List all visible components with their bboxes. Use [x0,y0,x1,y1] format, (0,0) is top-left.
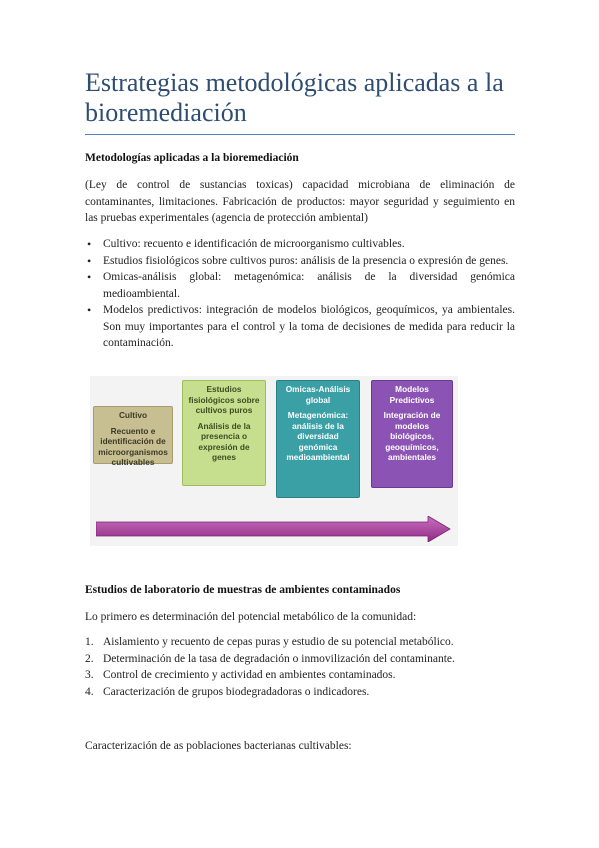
step-text-1: Aislamiento y recuento de cepas puras y estudio de su potencial metabólico. [103,636,454,648]
box-estudios-body: Análisis de la presencia o expresión de genes [197,420,251,462]
intro-paragraph: (Ley de control de sustancias toxicas) capacidad microbiana de eliminación de contaminantes, limitaciones. Fabricación de productos: mayor seguridad y seguimiento en las pruebas experimentales (agencia de protección ambiental) [85,179,515,224]
step-item-3 [85,667,515,684]
box-omicas [276,380,360,498]
box-cultivo-body: Recuento e identificación de microorganismos cultivables [98,425,168,467]
box-omicas-title: Omicas-Análisis global [285,384,351,405]
bullet-item-cultivo: • Cultivo: recuento e identificación de microorganismo cultivables. [85,236,515,253]
numbered-steps-list [85,634,515,700]
step-item-1 [85,634,515,651]
box-omicas-body: Metagenómica: análisis de la diversidad genómica medioambiental [286,410,350,462]
box-cultivo [93,406,173,467]
step-number-3: 3. [85,669,94,681]
box-estudios-fisiologicos [182,380,266,486]
step-number-4: 4. [85,685,94,698]
potencial-intro: Lo primero es determinación del potencial metabólico de la comunidad: [85,611,417,623]
step-text-3: Control de crecimiento y actividad en ambientes contaminados. [103,669,396,681]
closing-paragraph: Caracterización de as poblaciones bacterianas cultivables: [85,740,352,752]
box-modelos-title: Modelos Predictivos [389,384,435,405]
progression-arrow-icon [96,516,452,542]
bullet-item-estudios: • Estudios fisiológicos sobre cultivos puros: análisis de la presencia o expresión de genes. [85,253,515,270]
step-text-4: Caracterización de grupos biodegradadoras o indicadores. [103,685,370,698]
methodology-bullet-list [85,236,515,352]
step-number-2: 2. [85,652,94,665]
box-modelos-predictivos [371,380,453,488]
section-heading-estudios-laboratorio: Estudios de laboratorio de muestras de ambientes contaminados [85,584,401,596]
bullet-item-omicas: • Omicas-análisis global: metagenómica: análisis de la diversidad genómica medioambiental. [85,269,515,302]
step-text-2: Determinación de la tasa de degradación o inmovilización del contaminante. [103,652,455,665]
bullet-item-modelos: • Modelos predictivos: integración de modelos biológicos, geoquímicos, ya ambientales. Son muy importantes para el control y la toma de decisiones de medida para reducir la contaminación. [85,302,515,352]
page-title: Estrategias metodológicas aplicadas a la bioremediación [85,68,504,127]
step-number-1: 1. [85,636,94,648]
title-underline [85,134,515,135]
step-item-2 [85,651,515,668]
methodology-diagram [90,376,458,546]
box-modelos-body: Integración de modelos biológicos, geoquímicos, ambientales [383,410,441,462]
section-heading-metodologias: Metodologías aplicadas a la bioremediación [85,152,299,164]
box-cultivo-title: Cultivo [118,410,148,420]
box-estudios-title: Estudios fisiológicos sobre cultivos puros [188,384,260,415]
step-item-4 [85,684,515,701]
